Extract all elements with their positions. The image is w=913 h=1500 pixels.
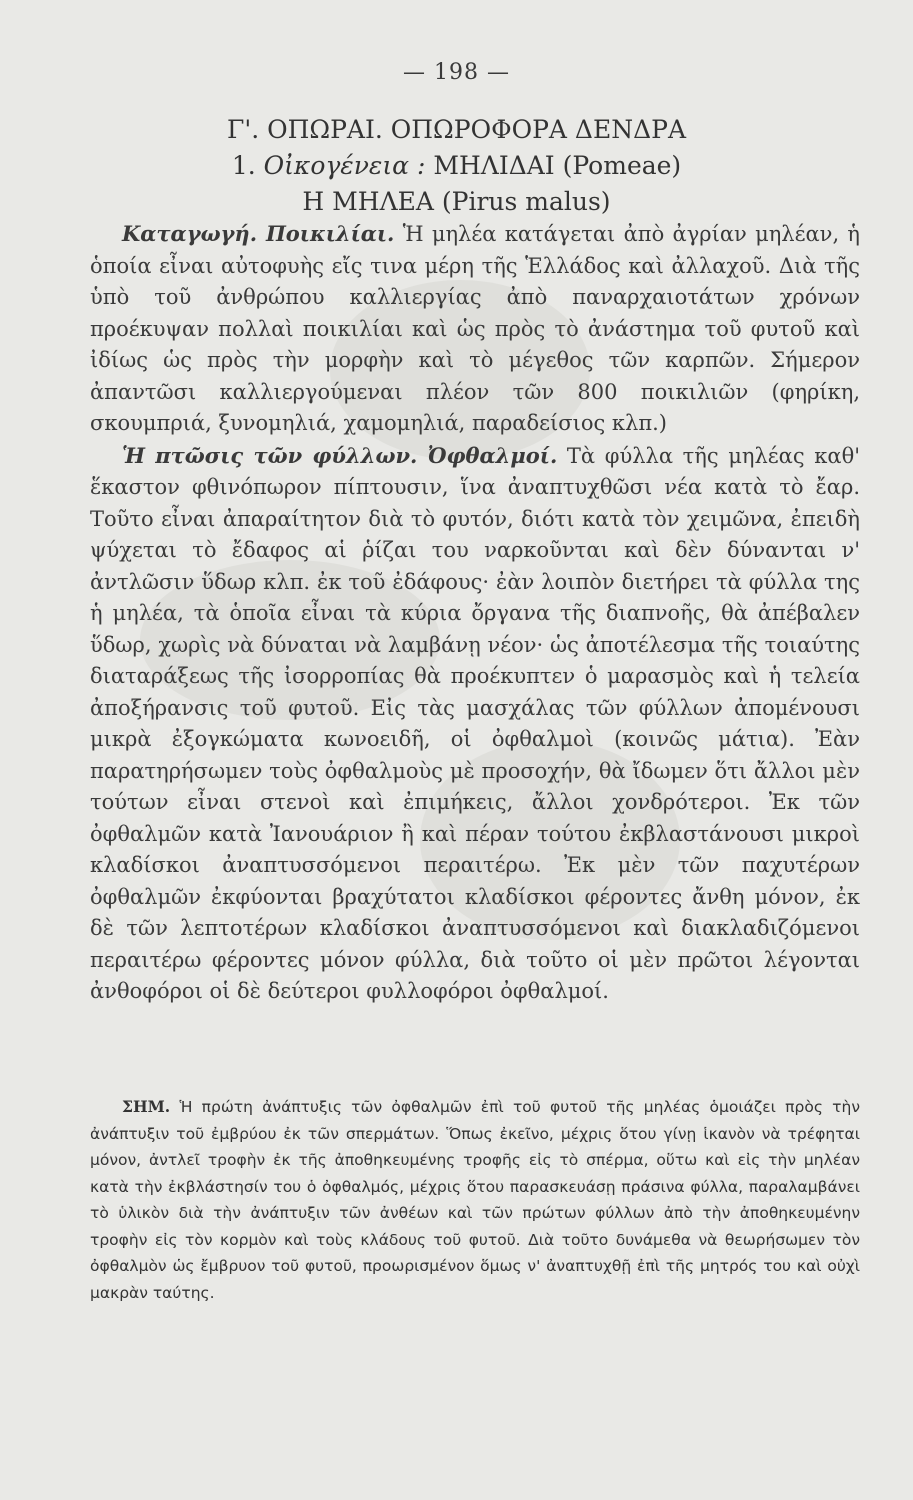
body-text bbox=[90, 218, 860, 1008]
paragraph bbox=[90, 440, 860, 1008]
family-name: ΜΗΛΙΔΑΙ (Pomeae) bbox=[433, 151, 682, 180]
family-label: Οἰκογένεια : bbox=[263, 151, 426, 180]
paragraph-lead: Ἡ πτῶσις τῶν φύλλων. Ὀφθαλμοί. bbox=[122, 442, 558, 468]
footnote bbox=[90, 1094, 860, 1306]
note-label: ΣΗΜ. bbox=[122, 1097, 171, 1116]
paragraph bbox=[90, 218, 860, 440]
page-number: — 198 — bbox=[403, 60, 510, 85]
chapter-headings bbox=[0, 112, 913, 220]
note-paragraph bbox=[90, 1094, 860, 1306]
paragraph-lead: Καταγωγή. Ποικιλίαι. bbox=[122, 221, 395, 246]
note-text: Ἡ πρώτη ἀνάπτυξις τῶν ὀφθαλμῶν ἐπὶ τοῦ φυτοῦ τῆς μηλέας ὁμοιάζει πρὸς τὴν ἀνάπτυξιν τοῦ ἐμβρύου ἐκ τῶν σπερμάτων. Ὅπως ἐκεῖνο, μέχρις ὅτου γίνῃ ἱκανὸν νὰ τρέφηται μόνον, ἀντλεῖ τροφὴν ἐκ τῆς ἀποθηκευμένης τροφῆς εἰς τὸ σπέρμα, οὕτω καὶ εἰς τὴν μηλέαν κατὰ τὴν ἐκβλάστησίν του ὁ ὀφθαλμός, μέχρις ὅτου παρασκευάσῃ πράσινα φύλλα, παραλαμβάνει τὸ ὑλικὸν διὰ τὴν ἀνάπτυξιν τῶν ἀνθέων καὶ τῶν πρώτων φύλλων ἀπὸ τὴν ἀποθηκευμένην τροφὴν εἰς τὸν κορμὸν καὶ τοὺς κλάδους τοῦ φυτοῦ. Διὰ τοῦτο δυνάμεθα νὰ θεωρήσωμεν τὸν ὀφθαλμὸν ὡς ἔμβρυον τοῦ φυτοῦ, προωρισμένον ὅμως ν' ἀναπτυχθῇ ἐπὶ τῆς μητρός του καὶ οὐχὶ μακρὰν ταύτης. bbox=[90, 1098, 860, 1302]
family-heading bbox=[0, 148, 913, 184]
paragraph-text: Ἡ μηλέα κατάγεται ἀπὸ ἀγρίαν μηλέαν, ἡ ὁποία εἶναι αὐτοφυὴς εἴς τινα μέρη τῆς Ἑλλάδος καὶ ἀλλαχοῦ. Διὰ τῆς ὑπὸ τοῦ ἀνθρώπου καλλιεργίας ἀπὸ παναρχαιοτάτων χρόνων προέκυψαν πολλαὶ ποικιλίαι καὶ ὡς πρὸς τὸ ἀνάστημα τοῦ φυτοῦ καὶ ἰδίως ὡς πρὸς τὴν μορφὴν καὶ τὸ μέγεθος τῶν καρπῶν. Σήμερον ἀπαντῶσι καλλιεργούμεναι πλέον τῶν 800 ποικιλιῶν (φηρίκη, σκουμπριά, ξυνομηλιά, χαμομηλιά, παραδείσιος κλπ.) bbox=[90, 222, 860, 435]
species-heading: Η ΜΗΛΕΑ (Pirus malus) bbox=[302, 187, 611, 216]
section-heading: Γ'. ΟΠΩΡΑΙ. ΟΠΩΡΟΦΟΡΑ ΔΕΝΔΡΑ bbox=[226, 115, 687, 144]
family-prefix: 1. bbox=[231, 151, 256, 180]
paragraph-text: Τὰ φύλλα τῆς μηλέας καθ' ἕκαστον φθινόπωρον πίπτουσιν, ἵνα ἀναπτυχθῶσι νέα κατὰ τὸ ἔαρ. Τοῦτο εἶναι ἀπαραίτητον διὰ τὸ φυτόν, διότι κατὰ τὸν χειμῶνα, ἐπειδὴ ψύχεται τὸ ἔδαφος αἱ ῥίζαι του ναρκοῦνται καὶ δὲν δύνανται ν' ἀντλῶσιν ὕδωρ κλπ. ἐκ τοῦ ἐδάφους· ἐὰν λοιπὸν διετήρει τὰ φύλλα της ἡ μηλέα, τὰ ὁποῖα εἶναι τὰ κύρια ὄργανα τῆς διαπνοῆς, θὰ ἀπέβαλεν ὕδωρ, χωρὶς νὰ δύναται νὰ λαμβάνῃ νέον· ὡς ἀποτέλεσμα τῆς τοιαύτης διαταράξεως τῆς ἰσορροπίας θὰ προέκυπτεν ὁ μαρασμὸς καὶ ἡ τελεία ἀποξήρανσις τοῦ φυτοῦ. Εἰς τὰς μασχάλας τῶν φύλλων ἀπομένουσι μικρὰ ἐξογκώματα κωνοειδῆ, οἱ ὀφθαλμοὶ (κοινῶς μάτια). Ἐὰν παρατηρήσωμεν τοὺς ὀφθαλμοὺς μὲ προσοχήν, θὰ ἴδωμεν ὅτι ἄλλοι μὲν τούτων εἶναι στενοὶ καὶ ἐπιμήκεις, ἄλλοι χονδρότεροι. Ἐκ τῶν ὀφθαλμῶν κατὰ Ἰανουάριον ἢ καὶ πέραν τούτου ἐκβλαστάνουσι μικροὶ κλαδίσκοι ἀναπτυσσόμενοι περαιτέρω. Ἐκ μὲν τῶν παχυτέρων ὀφθαλμῶν ἐκφύονται βραχύτατοι κλαδίσκοι φέροντες ἄνθη μόνον, ἐκ δὲ τῶν λεπτοτέρων κλαδίσκοι ἀναπτυσσόμενοι καὶ διακλαδιζόμενοι περαιτέρω φέροντες μόνον φύλλα, διὰ τοῦτο οἱ μὲν πρῶτοι λέγονται ἀνθοφόροι οἱ δὲ δεύτεροι φυλλοφόροι ὀφθαλμοί. bbox=[90, 443, 860, 1003]
